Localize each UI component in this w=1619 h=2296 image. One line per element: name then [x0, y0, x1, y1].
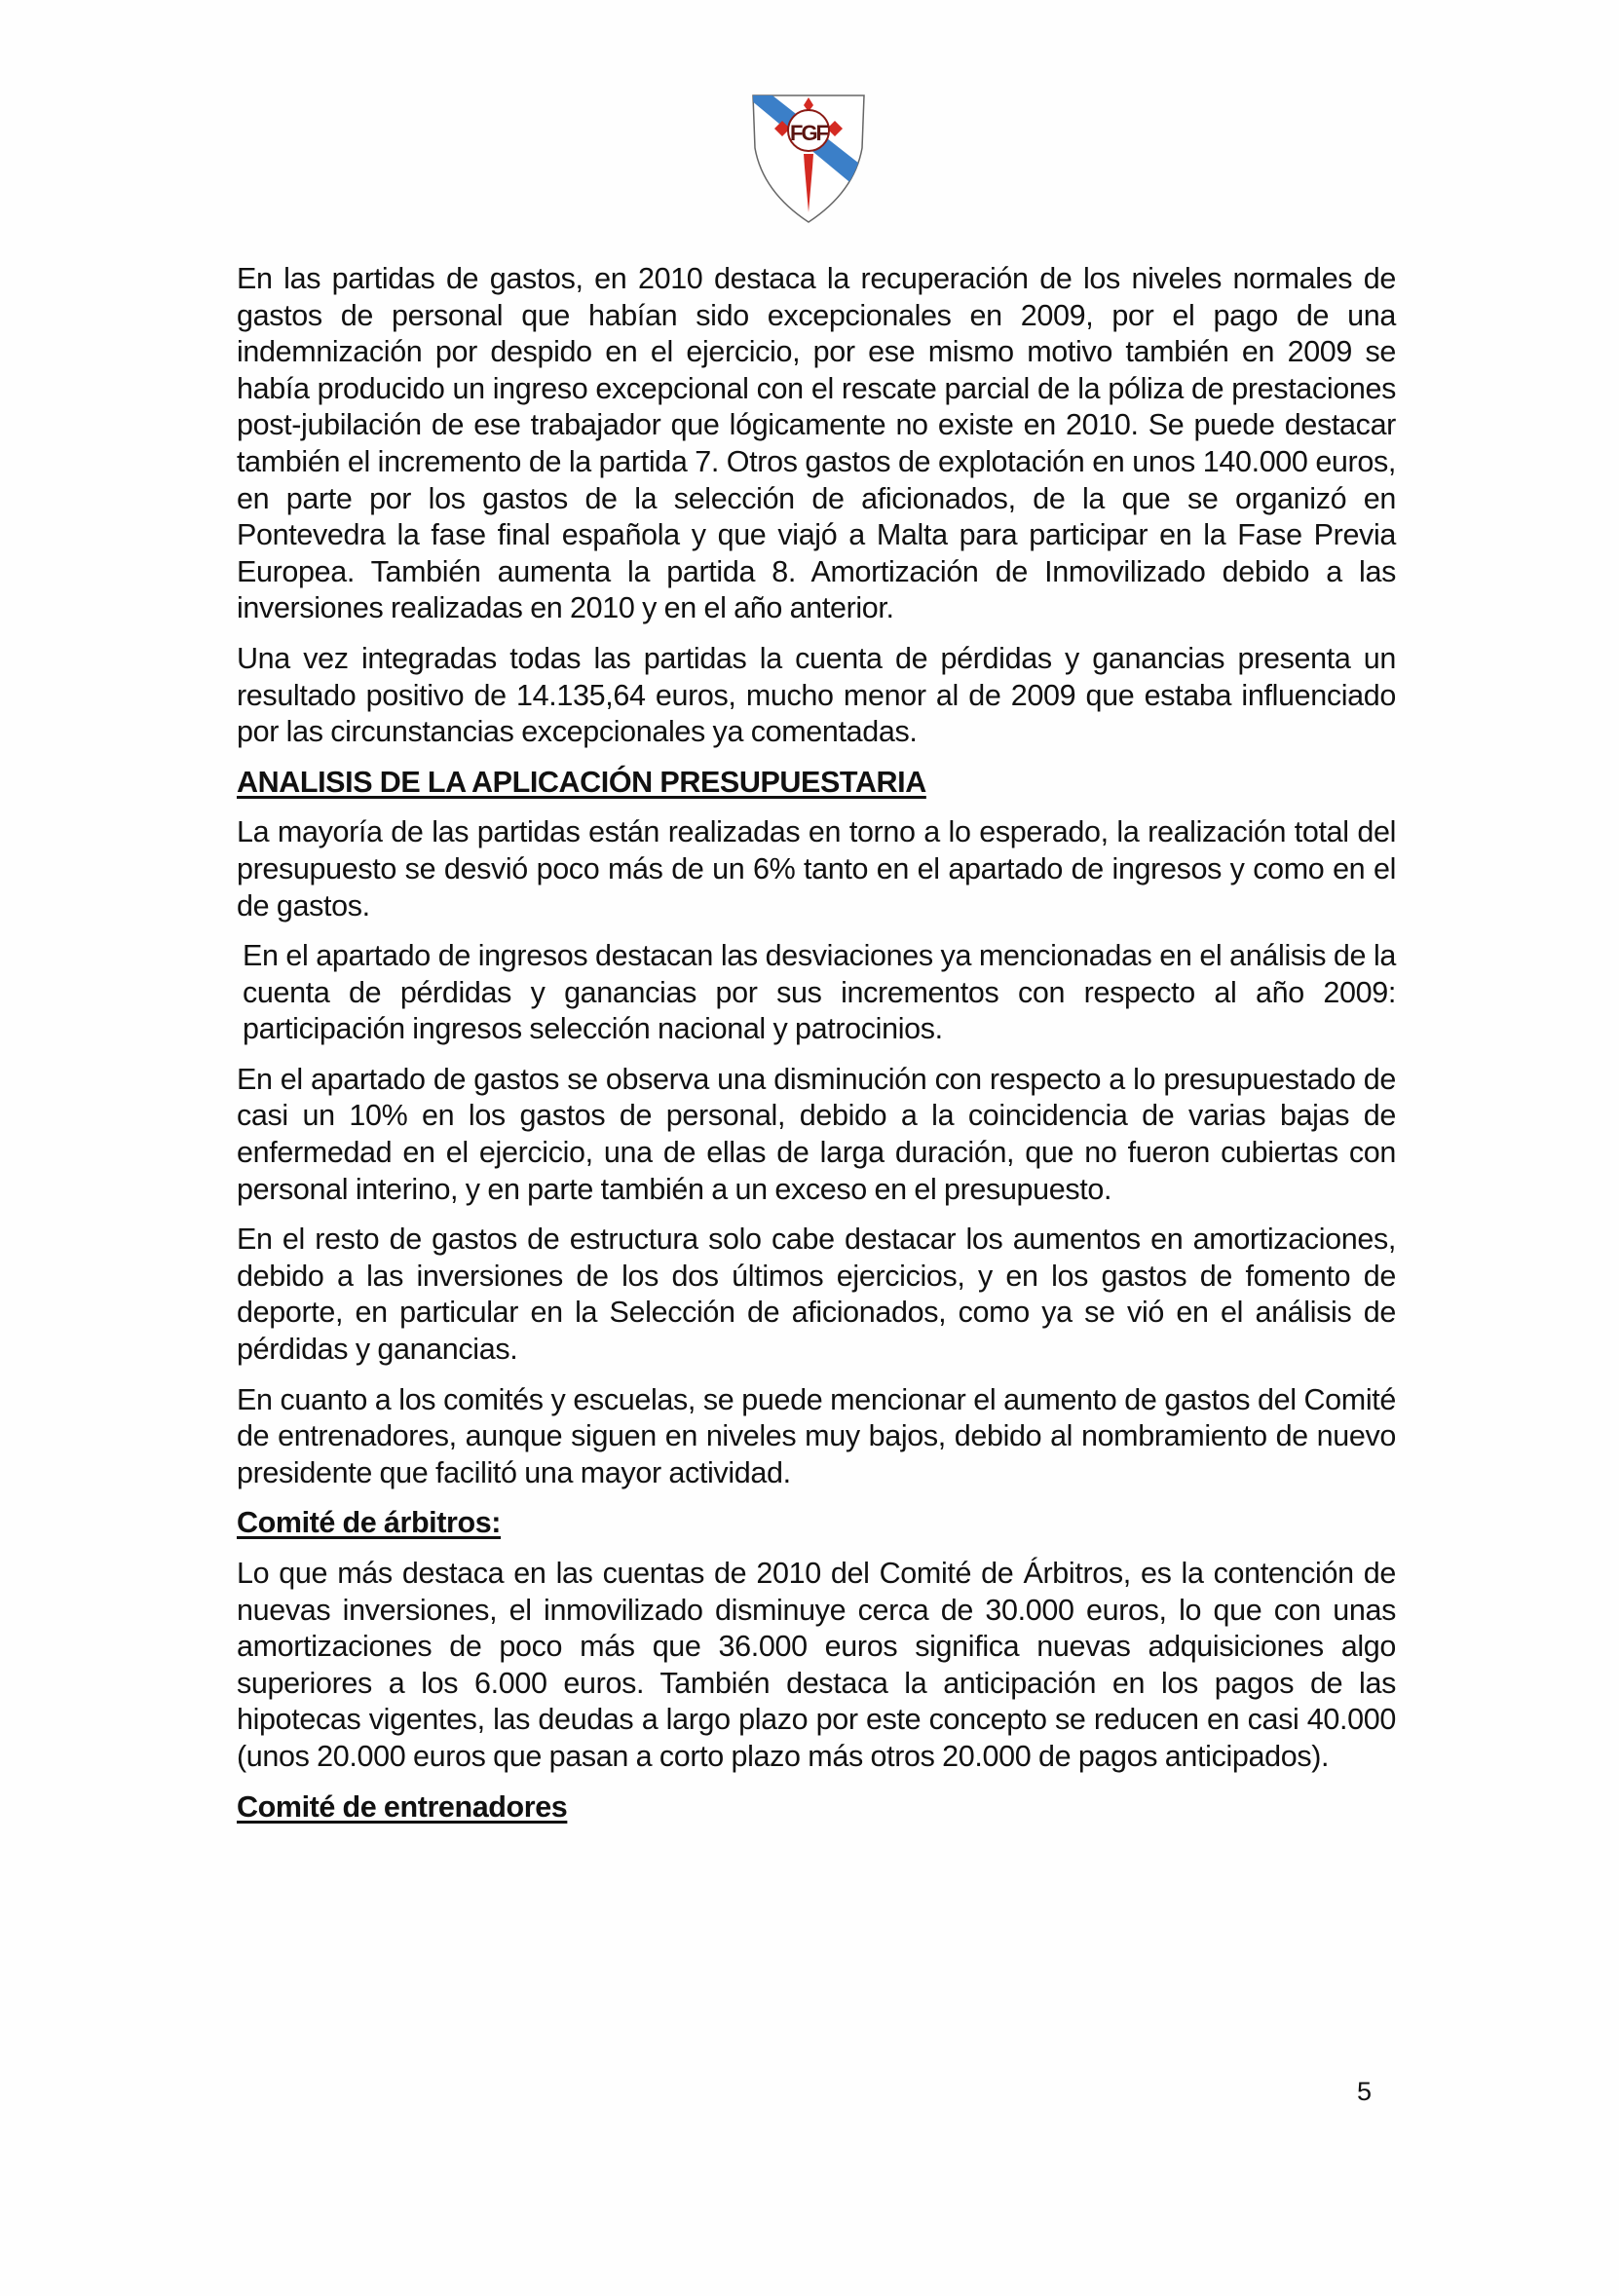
- paragraph-result: Una vez integradas todas las partidas la cuenta de pérdidas y ganancias presenta un resultado positivo de 14.135,64 euros, mucho menor al de 2009 que estaba influenciado por las circunstancias excepcionales ya comentadas.: [237, 641, 1396, 749]
- paragraph-expenses-personnel: En el apartado de gastos se observa una disminución con respecto a lo presupuestado de casi un 10% en los gastos de personal, debido a la coincidencia de varias bajas de enfermedad en el ejercicio, una de ellas de larga duración, que no fueron cubiertas con personal interino, y en parte también a un exceso en el presupuesto.: [237, 1062, 1396, 1206]
- shield-icon: [745, 90, 872, 226]
- heading-coaches-committee: Comité de entrenadores: [237, 1789, 568, 1824]
- paragraph-budget-overview: La mayoría de las partidas están realizadas en torno a lo esperado, la realización total del presupuesto se desvió poco más de un 6% tanto en el apartado de ingresos y como en el de gastos.: [237, 815, 1396, 922]
- paragraph-structure-expenses: En el resto de gastos de estructura solo cabe destacar los aumentos en amortizaciones, debido a las inversiones de los dos últimos ejercicios, y en los gastos de fomento de deporte, en particular en la Selección de aficionados, como ya se vió en el análisis de pérdidas y ganancias.: [237, 1223, 1396, 1367]
- heading-referees-committee: Comité de árbitros:: [237, 1506, 502, 1540]
- monogram-text: FGF: [790, 121, 827, 145]
- paragraph-committees: En cuanto a los comités y escuelas, se puede mencionar el aumento de gastos del Comité de entrenadores, aunque siguen en niveles muy bajos, debido al nombramiento de nuevo presidente que facilitó una mayor actividad.: [237, 1382, 1396, 1489]
- paragraph-income: En el apartado de ingresos destacan las desviaciones ya mencionadas en el análisis de la cuenta de pérdidas y ganancias por sus incrementos con respecto al año 2009: participación ingresos selección nacional y patrocinios.: [243, 939, 1396, 1046]
- paragraph-referees: Lo que más destaca en las cuentas de 2010 del Comité de Árbitros, es la contención de nuevas inversiones, el inmovilizado disminuye cerca de 30.000 euros, lo que con unas amortizaciones de poco más que 36.000 euros significa nuevas adquisiciones algo superiores a los 6.000 euros. También destaca la anticipación en los pagos de las hipotecas vigentes, las deudas a largo plazo por este concepto se reducen en casi 40.000 (unos 20.000 euros que pasan a corto plazo más otros 20.000 de pagos anticipados).: [237, 1557, 1396, 1773]
- page-number: 5: [1357, 2077, 1373, 2106]
- document-body: [237, 261, 1396, 1839]
- fgf-shield-logo: [745, 90, 872, 226]
- paragraph-expenses: En las partidas de gastos, en 2010 destaca la recuperación de los niveles normales de gastos de personal que habían sido excepcionales en 2009, por el pago de una indemnización por despido en el ejercicio, por ese mismo motivo también en 2009 se había producido un ingreso excepcional con el rescate parcial de la póliza de prestaciones post-jubilación de ese trabajador que lógicamente no existe en 2010. Se puede destacar también el incremento de la partida 7. Otros gastos de explotación en unos 140.000 euros, en parte por los gastos de la selección de aficionados, de la que se organizó en Pontevedra la fase final española y que viajó a Malta para participar en la Fase Previa Europea. También aumenta la partida 8. Amortización de Inmovilizado debido a las inversiones realizadas en 2010 y en el año anterior.: [237, 262, 1396, 625]
- heading-budget-analysis: ANALISIS DE LA APLICACIÓN PRESUPUESTARIA: [237, 765, 926, 799]
